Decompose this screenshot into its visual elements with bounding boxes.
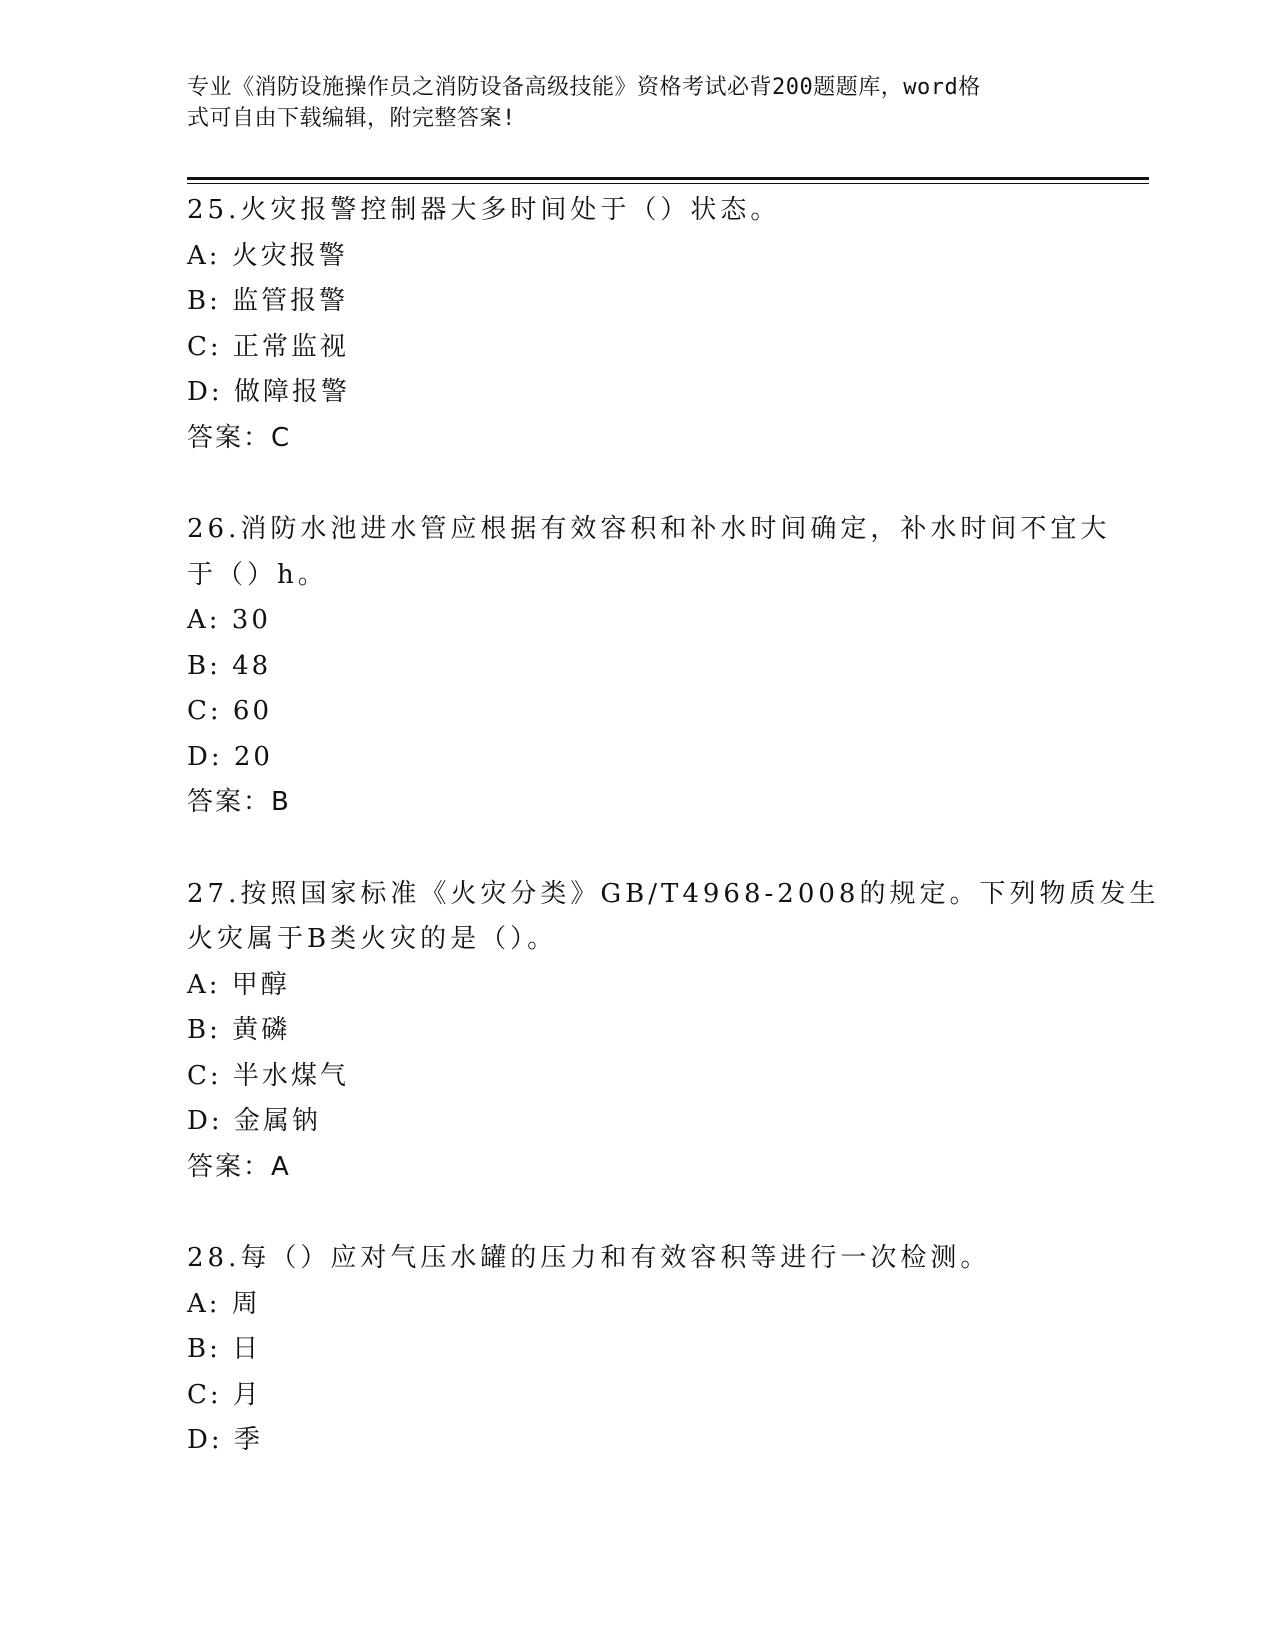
question-text-continued: 于（）h。 [187, 559, 328, 590]
option-b: B: 黄磷 [187, 1015, 291, 1045]
option-c: C: 60 [187, 696, 273, 726]
spacer [187, 461, 1087, 507]
option-b: B: 日 [187, 1334, 262, 1364]
option-a: A: 甲醇 [187, 969, 290, 1000]
document-header [187, 72, 1067, 134]
question-list [187, 188, 1160, 1464]
spacer [187, 826, 1087, 872]
question-text: 28.每（）应对气压水罐的压力和有效容积等进行一次检测。 [187, 1243, 991, 1273]
option-b: B: 监管报警 [187, 286, 349, 316]
header-line-2: 式可自由下载编辑，附完整答案! [187, 106, 516, 131]
question-text: 26.消防水池进水管应根据有效容积和补水时间确定，补水时间不宜大 [187, 514, 1111, 544]
answer-label: 答案：C [187, 422, 292, 453]
question-block [187, 872, 1160, 1191]
question-block [187, 507, 1111, 826]
question-text: 25.火灾报警控制器大多时间处于（）状态。 [187, 195, 781, 225]
question-text-continued: 火灾属于B类火灾的是（）。 [187, 924, 558, 954]
option-a: A: 火灾报警 [187, 240, 348, 271]
answer-label: 答案：B [187, 787, 291, 817]
option-d: D: 做障报警 [187, 377, 350, 407]
header-line-1: 专业《消防设施操作员之消防设备高级技能》资格考试必背200题题库，word格 [187, 75, 981, 100]
question-text: 27.按照国家标准《火灾分类》GB/T4968-2008的规定。下列物质发生 [187, 878, 1160, 909]
option-a: A: 30 [187, 605, 271, 635]
header-rule-thick [187, 177, 1149, 180]
option-a: A: 周 [187, 1288, 261, 1319]
spacer [187, 1190, 1087, 1236]
question-block [187, 188, 1087, 461]
question-block [187, 1236, 1087, 1464]
header-rule-thin [187, 183, 1149, 184]
option-c: C: 正常监视 [187, 331, 349, 362]
option-d: D: 季 [187, 1425, 263, 1455]
option-c: C: 半水煤气 [187, 1060, 349, 1091]
option-b: B: 48 [187, 650, 272, 681]
option-d: D: 金属钠 [187, 1106, 321, 1136]
option-c: C: 月 [187, 1379, 262, 1410]
answer-label: 答案：A [187, 1151, 291, 1182]
option-d: D: 20 [187, 741, 273, 772]
